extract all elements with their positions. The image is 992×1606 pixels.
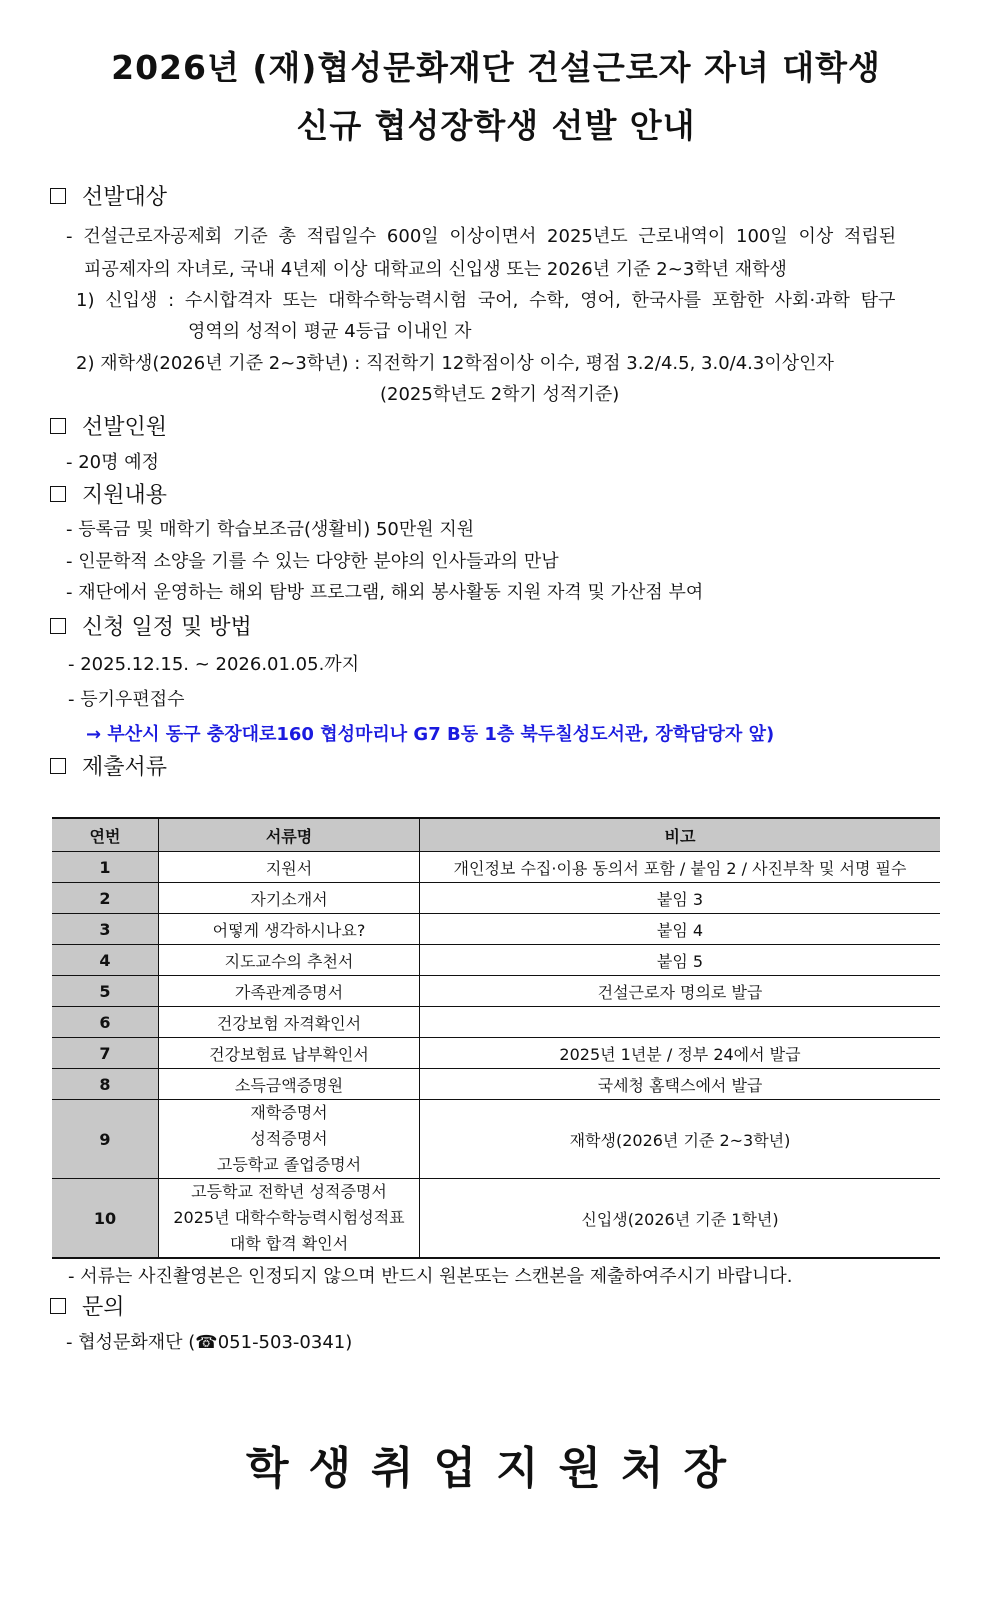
row-note: 신입생(2026년 기준 1학년) [420,1179,941,1259]
table-row [52,852,940,883]
eligibility-item-2a: 2) 재학생(2026년 기준 2~3학년) : 직전학기 12학점이상 이수, 평점 3.2/4.5, 3.0/4.3이상인자 [76,353,834,374]
section-support [50,478,167,509]
row-note: 국세청 홈택스에서 발급 [420,1069,941,1100]
support-item: - 재단에서 운영하는 해외 탐방 프로그램, 해외 봉사활동 지원 자격 및 가산점 부여 [66,582,704,603]
table-row [52,1179,940,1259]
headcount-desc: - 20명 예정 [66,452,160,473]
checkbox-square-icon [50,418,66,434]
row-name: 건강보험료 납부확인서 [159,1038,420,1069]
eligibility-desc-1: - 건설근로자공제회 기준 총 적립일수 600일 이상이면서 2025년도 근로내역이 100일 이상 적립된 [66,226,897,247]
row-name-line: 재학증명서 [250,1103,328,1122]
row-name [159,1179,420,1259]
row-note: 재학생(2026년 기준 2~3학년) [420,1100,941,1179]
row-no: 8 [52,1069,159,1100]
row-no: 2 [52,883,159,914]
table-row [52,914,940,945]
table-header-row [52,818,940,852]
section-heading: 제출서류 [82,755,168,780]
eligibility-item-1a: 1) 신입생 : 수시합격자 또는 대학수학능력시험 국어, 수학, 영어, 한국사를 포함한 사회·과학 탐구 [76,290,896,311]
row-name-line: 대학 합격 확인서 [229,1234,349,1253]
header-name: 서류명 [159,818,420,852]
checkbox-square-icon [50,1298,66,1314]
eligibility-desc-2: 피공제자의 자녀로, 국내 4년제 이상 대학교의 신입생 또는 2026년 기준 2~3학년 재학생 [84,259,787,280]
row-no: 7 [52,1038,159,1069]
eligibility-item-1b: 영역의 성적이 평균 4등급 이내인 자 [188,321,472,342]
schedule-period: - 2025.12.15. ~ 2026.01.05.까지 [68,654,360,675]
row-name-line: 고등학교 전학년 성적증명서 [191,1182,387,1201]
row-name: 지원서 [159,852,420,883]
row-name: 어떻게 생각하시나요? [159,914,420,945]
row-note: 개인정보 수집·이용 동의서 포함 / 붙임 2 / 사진부착 및 서명 필수 [420,852,941,883]
header-no: 연번 [52,818,159,852]
row-no: 10 [52,1179,159,1259]
support-item: - 등록금 및 매학기 학습보조금(생활비) 50만원 지원 [66,519,475,540]
checkbox-square-icon [50,188,66,204]
row-name: 건강보험 자격확인서 [159,1007,420,1038]
row-no: 5 [52,976,159,1007]
row-name: 가족관계증명서 [159,976,420,1007]
row-note [420,1007,941,1038]
header-note: 비고 [420,818,941,852]
table-row [52,1100,940,1179]
row-no: 4 [52,945,159,976]
schedule-method: - 등기우편접수 [68,689,185,710]
table-row [52,976,940,1007]
checkbox-square-icon [50,486,66,502]
issuer-signature: 학생취업지원처장 [245,1443,747,1494]
section-heading: 문의 [82,1295,125,1320]
row-name: 자기소개서 [159,883,420,914]
checkbox-square-icon [50,618,66,634]
row-note: 2025년 1년분 / 정부 24에서 발급 [420,1038,941,1069]
contact-desc: - 협성문화재단 (☎051-503-0341) [66,1332,353,1353]
section-heading: 선발인원 [82,415,168,440]
table-row [52,1038,940,1069]
row-no: 9 [52,1100,159,1179]
row-note: 붙임 5 [420,945,941,976]
title-line-1: 2026년 (재)협성문화재단 건설근로자 자녀 대학생 [111,48,881,87]
table-row [52,883,940,914]
support-item: - 인문학적 소양을 기를 수 있는 다양한 분야의 인사들과의 만남 [66,551,559,572]
section-heading: 신청 일정 및 방법 [82,615,252,640]
row-no: 6 [52,1007,159,1038]
row-name-line: 성적증명서 [250,1129,328,1148]
documents-table [52,817,940,1259]
row-name: 소득금액증명원 [159,1069,420,1100]
section-schedule [50,610,252,641]
section-eligibility [50,180,167,211]
schedule-address: → 부산시 동구 충장대로160 협성마리나 G7 B동 1층 북두칠성도서관, 장학담당자 앞) [86,724,775,745]
section-documents [50,750,167,781]
section-heading: 선발대상 [82,185,168,210]
table-row [52,945,940,976]
title-line-2: 신규 협성장학생 선발 안내 [296,106,696,145]
documents-notice: - 서류는 사진촬영본은 인정되지 않으며 반드시 원본또는 스캔본을 제출하여주시기 바랍니다. [68,1266,793,1287]
checkbox-square-icon [50,758,66,774]
section-heading: 지원내용 [82,483,168,508]
row-note: 붙임 4 [420,914,941,945]
eligibility-item-2b: (2025학년도 2학기 성적기준) [380,384,620,405]
table-row [52,1069,940,1100]
table-row [52,1007,940,1038]
section-contact [50,1290,125,1321]
row-no: 3 [52,914,159,945]
row-note: 건설근로자 명의로 발급 [420,976,941,1007]
row-name-line: 고등학교 졸업증명서 [216,1155,362,1174]
row-no: 1 [52,852,159,883]
section-headcount [50,410,167,441]
row-name: 지도교수의 추천서 [159,945,420,976]
row-name-line: 2025년 대학수학능력시험성적표 [173,1208,405,1227]
row-note: 붙임 3 [420,883,941,914]
row-name [159,1100,420,1179]
